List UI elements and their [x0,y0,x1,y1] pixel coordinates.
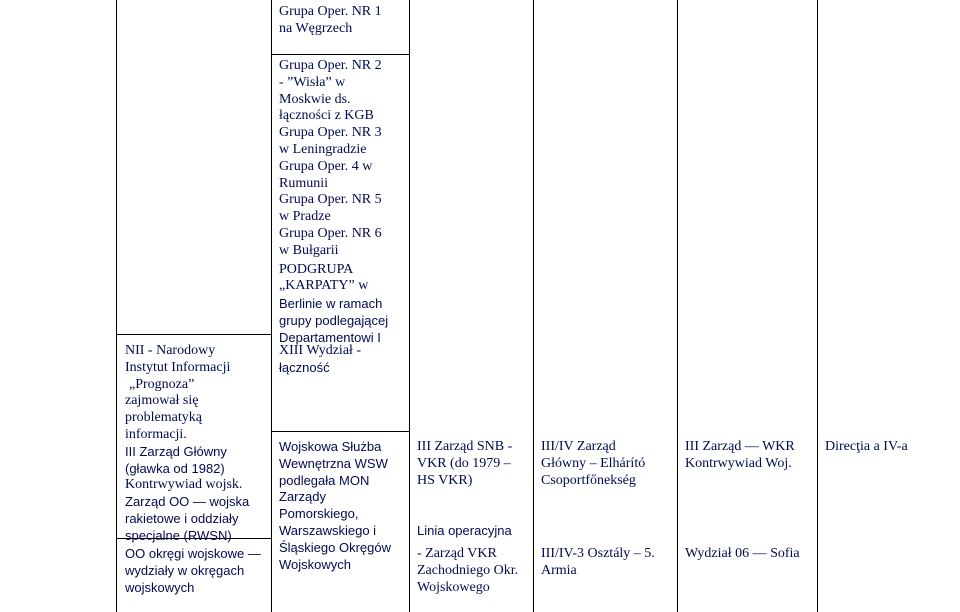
cell-line: Wewnętrzna WSW [279,455,388,471]
cell-line: Grupa Oper. NR 2 [279,58,382,73]
cell-line: specjalne (RWSN) [125,527,232,543]
cell-line: III/IV Zarząd [541,439,616,454]
cell-line: w Pradze [279,209,331,225]
vkr-cell [417,546,529,596]
cell-line: OO okręgi wojskowe — [125,546,261,561]
cell-line: Instytut Informacji [125,359,231,375]
cell-line: Grupa Oper. NR 3 [279,125,382,141]
operational-group-1-cell [279,4,403,38]
cell-line: Wojskowego [417,579,490,595]
cell-line: wydziały w okręgach [125,562,245,578]
cell-line: Grupa Oper. NR 6 [279,225,382,241]
cell-line: Pomorskiego, [279,506,359,522]
cell-line: NII - Narodowy [125,343,216,358]
cell-line: Armia [541,562,577,578]
cell-line: III Zarząd Główny [125,443,227,459]
xiii-division-cell [279,343,403,377]
hungarian-department-cell [541,546,671,580]
cell-line: Kontrwywiad wojsk. [125,477,243,493]
cell-line: Linia operacyjna [417,523,512,538]
cell-line: rakietowe i oddziały [125,510,239,526]
cell-line: Moskwie ds. [279,91,351,107]
cell-line: XIII Wydział - [279,343,362,358]
cell-line: „KARPATY” w [279,278,369,294]
cell-line: informacji. [125,426,187,442]
cell-line: PODGRUPA [279,261,354,277]
nii-cell [125,343,265,545]
cell-line: grupy podlegającej [279,313,389,329]
cell-line: III Zarząd SNB - [417,439,513,454]
cell-line: Grupa Oper. 4 w [279,158,373,174]
column-border [533,0,534,612]
cell-line: Śląskiego Okręgów [279,539,391,555]
wsw-cell [279,439,403,573]
cell-line: Grupa Oper. NR 1 [279,4,382,19]
cell-line: problematyką [125,410,202,426]
cell-line: Wydział 06 — Sofia [685,546,800,561]
romanian-directorate-cell [825,439,955,456]
column-border [817,0,818,612]
cell-line: Direcţia a IV-a [825,439,908,454]
column-border [116,0,117,612]
cell-line: Wojskowa Służba [279,439,382,454]
cell-line: na Węgrzech [279,20,353,36]
cell-line: Departamentowi I [279,330,381,346]
bulgarian-directorate-cell [685,439,811,473]
cell-line: łączność [279,359,330,375]
snb-cell [417,439,529,489]
cell-line: Zarządy [279,489,326,505]
cell-line: VKR (do 1979 – [417,455,511,471]
cell-line: Grupa Oper. NR 5 [279,192,382,208]
bulgarian-department-cell [685,546,811,563]
cell-line: Csoportfőnekség [541,472,636,488]
cell-line: Warszawskiego i [279,522,377,538]
cell-line: „Prognoza” [129,376,195,392]
cell-line: Berlinie w ramach [279,296,383,312]
row-border [271,431,409,432]
cell-line: Zarząd OO — wojska [125,494,250,510]
cell-line: Wojskowych [279,556,352,572]
cell-line: III/IV-3 Osztály – 5. [541,546,655,561]
row-border [271,54,409,55]
cell-line: w Leningradzie [279,141,367,157]
column-border [271,0,272,612]
column-border [677,0,678,612]
cell-line: HS VKR) [417,472,473,488]
cell-line: III Zarząd — WKR [685,439,795,454]
cell-line: - ”Wisła” w [279,74,346,90]
cell-line: - Zarząd VKR [417,546,497,561]
okregi-cell [125,546,265,596]
cell-line: wojskowych [125,579,195,595]
cell-line: łączności z KGB [279,108,374,124]
operational-groups-cell [279,58,403,346]
cell-line: (gławka od 1982) [125,460,225,476]
row-border [116,334,271,335]
hungarian-directorate-cell [541,439,671,489]
linia-cell [417,523,529,540]
cell-line: Zachodniego Okr. [417,562,519,578]
cell-line: Kontrwywiad Woj. [685,455,792,471]
cell-line: zajmował się [125,393,199,409]
cell-line: Główny – Elhárító [541,455,646,471]
cell-line: Rumunii [279,175,329,191]
cell-line: podlegała MON [279,472,370,488]
cell-line: w Bułgarii [279,242,339,258]
column-border [409,0,410,612]
